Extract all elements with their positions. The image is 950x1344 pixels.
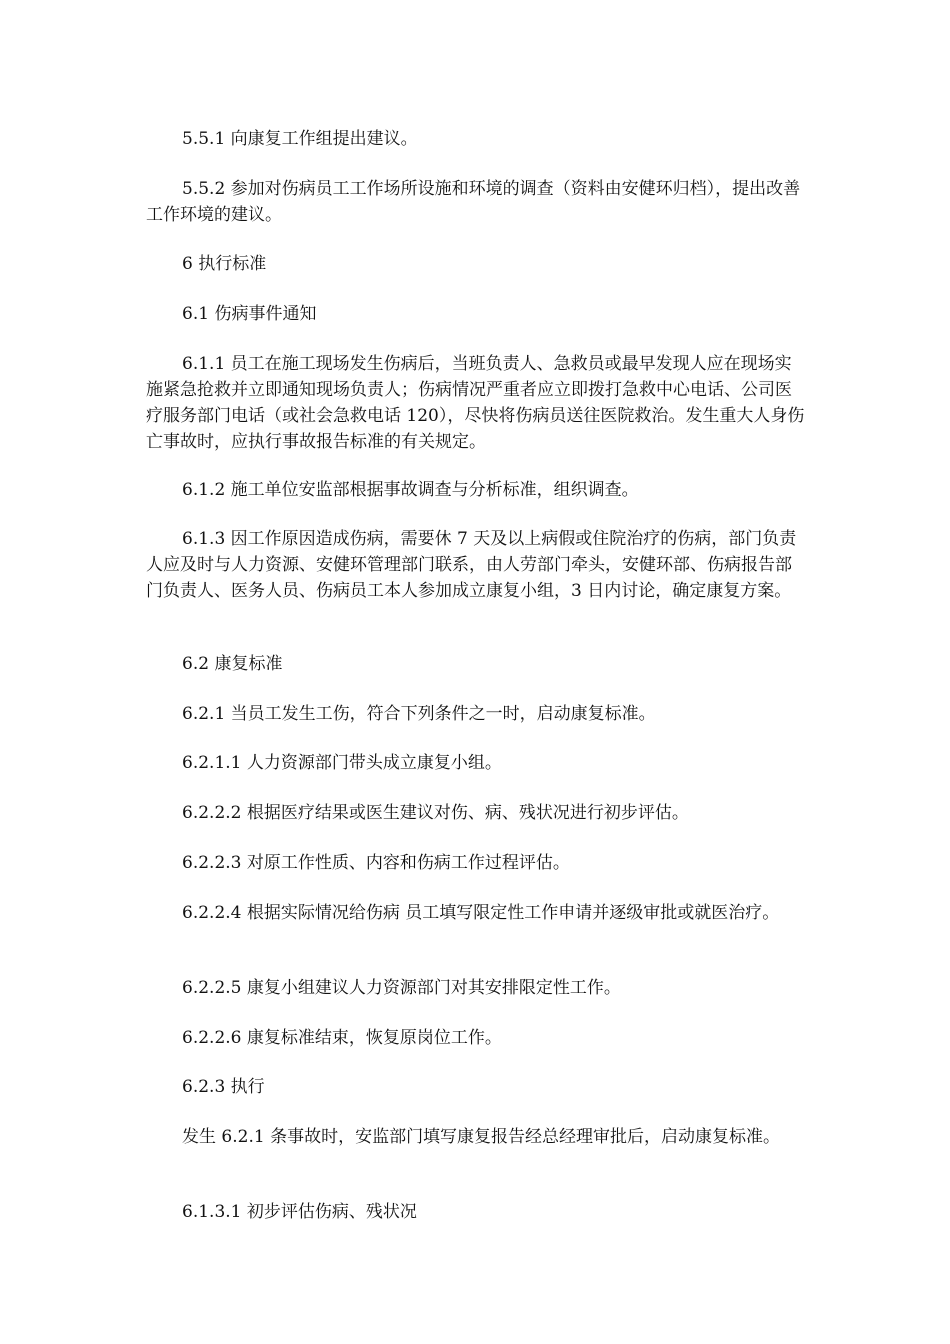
paragraph-6-2-1-1: 6.2.1.1 人力资源部门带头成立康复小组。 [182,753,502,773]
heading-6-2-3: 6.2.3 执行 [182,1077,265,1097]
paragraph-6-2-2-4: 6.2.2.4 根据实际情况给伤病 员工填写限定性工作申请并逐级审批或就医治疗。 [182,903,780,923]
paragraph-6-1-3: 6.1.3 因工作原因造成伤病，需要休 7 天及以上病假或住院治疗的伤病，部门负责人应及时与人力资源、安健环管理部门联系，由人劳部门牵头，安健环部、伤病报告部门负责人、医务人员、伤病员工本人参加成立康复小组，3 日内讨论，确定康复方案。 [146,529,797,601]
heading-6-2: 6.2 康复标准 [182,654,283,674]
paragraph-6-2-2-2: 6.2.2.2 根据医疗结果或医生建议对伤、病、残状况进行初步评估。 [182,803,689,823]
paragraph-6-1-3-1: 6.1.3.1 初步评估伤病、残状况 [182,1202,417,1222]
paragraph-6-2-2-3: 6.2.2.3 对原工作性质、内容和伤病工作过程评估。 [182,853,570,873]
paragraph-6-2-2-6: 6.2.2.6 康复标准结束，恢复原岗位工作。 [182,1028,502,1048]
paragraph-execute: 发生 6.2.1 条事故时，安监部门填写康复报告经总经理审批后，启动康复标准。 [182,1127,781,1147]
paragraph-6-2-1: 6.2.1 当员工发生工伤，符合下列条件之一时，启动康复标准。 [182,704,656,724]
paragraph-6-1-2: 6.1.2 施工单位安监部根据事故调查与分析标准，组织调查。 [182,480,639,500]
heading-6: 6 执行标准 [182,254,267,274]
paragraph-6-1-1: 6.1.1 员工在施工现场发生伤病后，当班负责人、急救员或最早发现人应在现场实施紧急抢救并立即通知现场负责人；伤病情况严重者应立即拨打急救中心电话、公司医疗服务部门电话（或社会急救电话 120），尽快将伤病员送往医院救治。发生重大人身伤亡事故时，应执行事故报告标准的有关规定。 [146,354,805,452]
heading-6-1: 6.1 伤病事件通知 [182,304,317,324]
paragraph-5-5-2: 5.5.2 参加对伤病员工工作场所设施和环境的调查（资料由安健环归档），提出改善工作环境的建议。 [146,179,801,225]
paragraph-6-2-2-5: 6.2.2.5 康复小组建议人力资源部门对其安排限定性工作。 [182,978,621,998]
paragraph-5-5-1: 5.5.1 向康复工作组提出建议。 [182,129,418,149]
